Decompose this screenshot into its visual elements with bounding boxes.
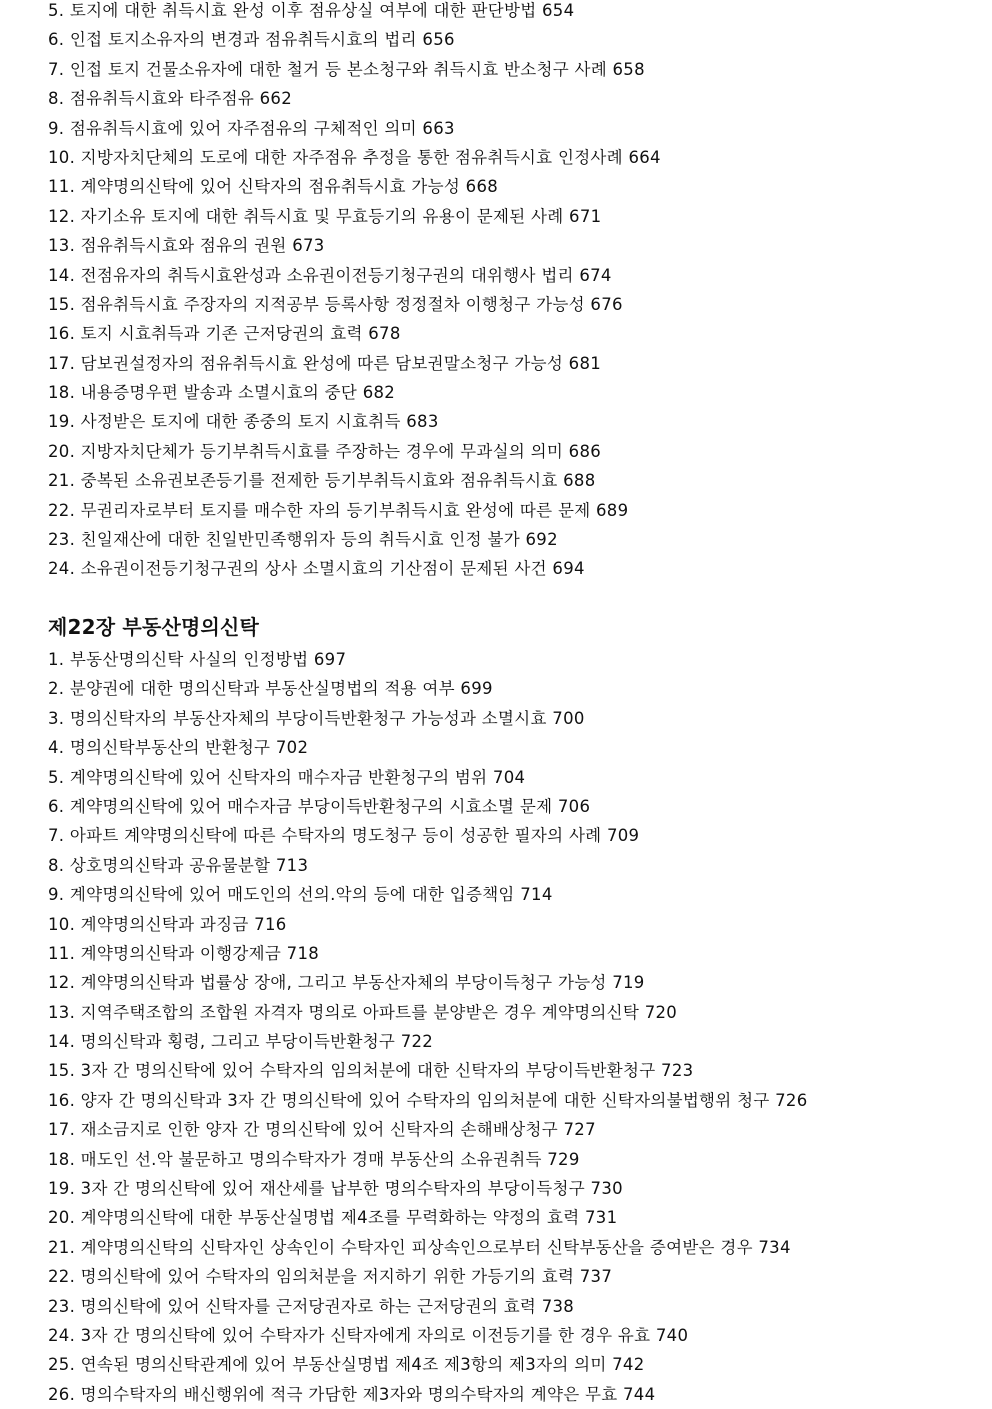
toc-entry[interactable]: 16. 양자 간 명의신탁과 3자 간 명의신탁에 있어 수탁자의 임의처분에 대한 신탁자의불법행위 청구 726 (48, 1090, 808, 1110)
toc-entry[interactable]: 17. 재소금지로 인한 양자 간 명의신탁에 있어 신탁자의 손해배상청구 727 (48, 1120, 596, 1140)
toc-entry[interactable]: 23. 명의신탁에 있어 신탁자를 근저당권자로 하는 근저당권의 효력 738 (48, 1296, 575, 1316)
toc-entry[interactable]: 5. 계약명의신탁에 있어 신탁자의 매수자금 반환청구의 범위 704 (48, 767, 526, 787)
toc-entry[interactable]: 4. 명의신탁부동산의 반환청구 702 (48, 738, 309, 758)
toc-entry[interactable]: 11. 계약명의신탁에 있어 신탁자의 점유취득시효 가능성 668 (48, 177, 499, 197)
toc-list-previous-chapter (48, 0, 661, 584)
toc-entry[interactable]: 22. 무권리자로부터 토지를 매수한 자의 등기부취득시효 완성에 따른 문제 689 (48, 500, 629, 520)
toc-entry[interactable]: 10. 지방자치단체의 도로에 대한 자주점유 추정을 통한 점유취득시효 인정사례 664 (48, 147, 661, 167)
toc-entry[interactable]: 10. 계약명의신탁과 과징금 716 (48, 914, 287, 934)
toc-entry[interactable]: 1. 부동산명의신탁 사실의 인정방법 697 (48, 650, 347, 669)
toc-entry[interactable]: 22. 명의신탁에 있어 수탁자의 임의처분을 저지하기 위한 가등기의 효력 737 (48, 1267, 613, 1287)
toc-entry[interactable]: 24. 3자 간 명의신탁에 있어 수탁자가 신탁자에게 자의로 이전등기를 한 경우 유효 740 (48, 1325, 689, 1345)
toc-entry[interactable]: 25. 연속된 명의신탁관계에 있어 부동산실명법 제4조 제3항의 제3자의 의미 742 (48, 1355, 645, 1375)
toc-entry[interactable]: 2. 분양권에 대한 명의신탁과 부동산실명법의 적용 여부 699 (48, 679, 493, 699)
toc-entry[interactable]: 9. 점유취득시효에 있어 자주점유의 구체적인 의미 663 (48, 118, 455, 138)
toc-entry[interactable]: 14. 명의신탁과 횡령, 그리고 부당이득반환청구 722 (48, 1032, 434, 1052)
toc-list-chapter-22 (48, 645, 808, 1409)
toc-entry[interactable]: 12. 자기소유 토지에 대한 취득시효 및 무효등기의 유용이 문제된 사례 671 (48, 206, 602, 226)
toc-entry[interactable]: 12. 계약명의신탁과 법률상 장애, 그리고 부동산자체의 부당이득청구 가능성 719 (48, 973, 645, 993)
toc-entry[interactable]: 5. 토지에 대한 취득시효 완성 이후 점유상실 여부에 대한 판단방법 654 (48, 1, 575, 20)
toc-entry[interactable]: 18. 매도인 선.악 불문하고 명의수탁자가 경매 부동산의 소유권취득 729 (48, 1149, 580, 1169)
toc-entry[interactable]: 13. 점유취득시효와 점유의 권원 673 (48, 236, 325, 256)
toc-entry[interactable]: 26. 명의수탁자의 배신행위에 적극 가담한 제3자와 명의수탁자의 계약은 무효 744 (48, 1384, 656, 1404)
toc-entry[interactable]: 6. 인접 토지소유자의 변경과 점유취득시효의 법리 656 (48, 30, 455, 50)
toc-entry[interactable]: 3. 명의신탁자의 부동산자체의 부당이득반환청구 가능성과 소멸시효 700 (48, 708, 585, 728)
toc-entry[interactable]: 21. 계약명의신탁의 신탁자인 상속인이 수탁자인 피상속인으로부터 신탁부동산을 증여받은 경우 734 (48, 1237, 791, 1257)
toc-entry[interactable]: 15. 점유취득시효 주장자의 지적공부 등록사항 정정절차 이행청구 가능성 676 (48, 294, 623, 314)
toc-entry[interactable]: 14. 전점유자의 취득시효완성과 소유권이전등기청구권의 대위행사 법리 674 (48, 265, 612, 285)
toc-entry[interactable]: 19. 사정받은 토지에 대한 종중의 토지 시효취득 683 (48, 412, 439, 432)
chapter-heading: 제22장 부동산명의신탁 (48, 615, 260, 639)
toc-entry[interactable]: 16. 토지 시효취득과 기존 근저당권의 효력 678 (48, 324, 401, 344)
toc-entry[interactable]: 15. 3자 간 명의신탁에 있어 수탁자의 임의처분에 대한 신탁자의 부당이득반환청구 723 (48, 1061, 694, 1081)
toc-entry[interactable]: 8. 점유취득시효와 타주점유 662 (48, 89, 292, 109)
toc-entry[interactable]: 23. 친일재산에 대한 친일반민족행위자 등의 취득시효 인정 불가 692 (48, 530, 558, 550)
toc-entry[interactable]: 7. 아파트 계약명의신탁에 따른 수탁자의 명도청구 등이 성공한 필자의 사례 709 (48, 826, 640, 846)
toc-entry[interactable]: 18. 내용증명우편 발송과 소멸시효의 중단 682 (48, 383, 396, 403)
toc-entry[interactable]: 11. 계약명의신탁과 이행강제금 718 (48, 943, 320, 963)
toc-entry[interactable]: 17. 담보권설정자의 점유취득시효 완성에 따른 담보권말소청구 가능성 681 (48, 353, 602, 373)
toc-entry[interactable]: 8. 상호명의신탁과 공유물분할 713 (48, 855, 309, 875)
toc-entry[interactable]: 20. 지방자치단체가 등기부취득시효를 주장하는 경우에 무과실의 의미 686 (48, 441, 602, 461)
toc-entry[interactable]: 7. 인접 토지 건물소유자에 대한 철거 등 본소청구와 취득시효 반소청구 사례 658 (48, 59, 645, 79)
toc-entry[interactable]: 13. 지역주택조합의 조합원 자격자 명의로 아파트를 분양받은 경우 계약명의신탁 720 (48, 1002, 678, 1022)
toc-entry[interactable]: 9. 계약명의신탁에 있어 매도인의 선의.악의 등에 대한 입증책임 714 (48, 885, 553, 905)
toc-entry[interactable]: 24. 소유권이전등기청구권의 상사 소멸시효의 기산점이 문제된 사건 694 (48, 559, 585, 579)
toc-entry[interactable]: 19. 3자 간 명의신탁에 있어 재산세를 납부한 명의수탁자의 부당이득청구 730 (48, 1179, 623, 1199)
toc-entry[interactable]: 6. 계약명의신탁에 있어 매수자금 부당이득반환청구의 시효소멸 문제 706 (48, 796, 591, 816)
toc-entry[interactable]: 21. 중복된 소유권보존등기를 전제한 등기부취득시효와 점유취득시효 688 (48, 471, 596, 491)
toc-entry[interactable]: 20. 계약명의신탁에 대한 부동산실명법 제4조를 무력화하는 약정의 효력 731 (48, 1208, 618, 1228)
